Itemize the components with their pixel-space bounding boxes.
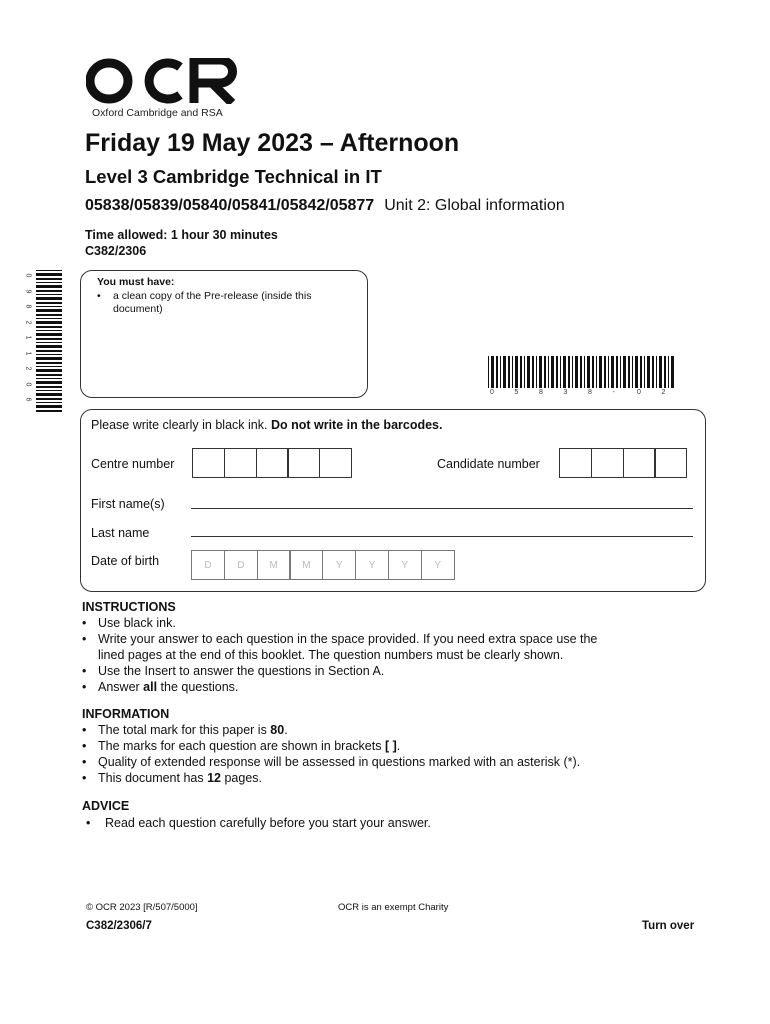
- instruction-text: lined pages at the end of this booklet. The question numbers must be clearly shown.: [98, 648, 564, 662]
- barcode-bar: [496, 356, 498, 388]
- unit-line: [85, 197, 565, 215]
- charity-notice: OCR is an exempt Charity: [338, 902, 449, 913]
- date-of-birth-cell[interactable]: Y: [322, 550, 356, 580]
- barcode-bar: [36, 333, 62, 336]
- instruction-text: Use black ink.: [98, 616, 176, 630]
- centre-number-boxes: [192, 448, 352, 478]
- information-text-start: This document has: [98, 771, 208, 785]
- candidate-number-boxes: [559, 448, 687, 478]
- bullet: •: [82, 739, 87, 753]
- barcode-digit: 2: [24, 366, 32, 371]
- barcode-bar: [548, 356, 549, 388]
- barcode-digit: 6: [24, 397, 32, 402]
- barcode-bar: [632, 356, 633, 388]
- candidate-details-box: [80, 409, 706, 592]
- instruction-bold: all: [143, 680, 158, 694]
- information-text: Quality of extended response will be assessed in questions marked with an asterisk (*).: [98, 755, 581, 769]
- main-barcode-digits: [488, 389, 674, 399]
- barcode-bar: [580, 356, 582, 388]
- qualification-codes: 05838/05839/05840/05841/05842/05877: [85, 197, 375, 214]
- barcode-bar: [36, 381, 62, 384]
- advice-item: [82, 815, 702, 831]
- bullet: •: [82, 755, 87, 769]
- candidate-number-label: Candidate number: [437, 457, 540, 471]
- barcode-bar: [584, 356, 585, 388]
- barcode-bar: [36, 318, 62, 319]
- barcode-digit: 0: [24, 382, 32, 386]
- bullet: •: [82, 632, 87, 646]
- barcode-bar: [544, 356, 546, 388]
- instructions-list: [82, 615, 702, 699]
- you-must-have-title: You must have:: [97, 276, 175, 288]
- barcode-digit: 0: [637, 389, 641, 396]
- exam-date-title: Friday 19 May 2023 – Afternoon: [85, 129, 460, 157]
- barcode-bar: [36, 270, 62, 271]
- bullet: •: [86, 816, 91, 830]
- barcode-bar: [628, 356, 630, 388]
- last-name-label: Last name: [91, 526, 150, 540]
- barcode-bar: [500, 356, 501, 388]
- barcode-bar: [36, 306, 62, 307]
- barcode-bar: [512, 356, 513, 388]
- barcode-bar: [527, 356, 530, 388]
- barcode-bar: [539, 356, 542, 388]
- centre-number-cell[interactable]: [224, 448, 257, 478]
- barcode-bar: [604, 356, 606, 388]
- advice-heading: ADVICE: [82, 799, 130, 813]
- barcode-bar: [36, 402, 62, 403]
- date-of-birth-cell[interactable]: D: [224, 550, 258, 580]
- barcode-bar: [36, 309, 62, 312]
- write-clearly-instruction: [91, 418, 442, 432]
- date-of-birth-label: Date of birth: [91, 554, 160, 568]
- logo-subtitle: Oxford Cambridge and RSA: [92, 107, 223, 119]
- barcode-bar: [575, 356, 578, 388]
- date-of-birth-cell[interactable]: Y: [388, 550, 422, 580]
- candidate-number-cell[interactable]: [591, 448, 624, 478]
- document-code: C382/2306/7: [86, 920, 152, 932]
- barcode-bar: [664, 356, 666, 388]
- centre-number-cell[interactable]: [256, 448, 289, 478]
- barcode-bar: [36, 297, 62, 300]
- information-list: [82, 722, 702, 788]
- barcode-digit: 8: [24, 304, 32, 309]
- barcode-bar: [671, 356, 674, 388]
- instruction-text: Use the Insert to answer the questions in Section A.: [98, 664, 385, 678]
- barcode-bar: [36, 302, 62, 304]
- barcode-bar: [556, 356, 558, 388]
- first-name-label: First name(s): [91, 497, 165, 511]
- candidate-number-cell[interactable]: [559, 448, 592, 478]
- barcode-bar: [36, 369, 62, 372]
- barcode-digit: 9: [24, 289, 32, 293]
- instruction-text-end: the questions.: [157, 680, 239, 694]
- barcode-bar: [551, 356, 554, 388]
- side-barcode-bars: [36, 270, 62, 412]
- barcode-bar: [659, 356, 662, 388]
- barcode-digit: 5: [514, 389, 519, 396]
- main-barcode: [488, 356, 674, 400]
- barcode-bar: [36, 350, 62, 352]
- barcode-bar: [656, 356, 657, 388]
- barcode-bar: [36, 342, 62, 343]
- information-text: [98, 738, 400, 754]
- centre-number-cell[interactable]: [287, 448, 320, 478]
- date-of-birth-cell[interactable]: D: [191, 550, 225, 580]
- bullet: •: [82, 680, 87, 694]
- barcode-bar: [488, 356, 489, 388]
- barcode-bar: [36, 374, 62, 376]
- total-mark: 80: [270, 723, 285, 737]
- centre-number-cell[interactable]: [192, 448, 225, 478]
- barcode-bar: [592, 356, 594, 388]
- barcode-bar: [36, 357, 62, 360]
- ocr-logo: [86, 58, 246, 124]
- centre-number-label: Centre number: [91, 457, 175, 471]
- information-text: [98, 770, 262, 786]
- barcode-bar: [536, 356, 537, 388]
- barcode-bar: [520, 356, 522, 388]
- instruction-text: Please write clearly in black ink.: [91, 418, 271, 432]
- side-barcode-digits: [26, 270, 34, 412]
- paper-code: C382/2306: [85, 244, 147, 258]
- barcode-bar: [36, 294, 62, 295]
- information-text: [98, 722, 288, 738]
- barcode-bar: [599, 356, 602, 388]
- barcode-digit: 0: [490, 389, 494, 396]
- date-of-birth-cell[interactable]: Y: [421, 550, 455, 580]
- candidate-number-cell[interactable]: [623, 448, 656, 478]
- page-count: 12: [207, 771, 221, 785]
- barcode-bar: [596, 356, 597, 388]
- barcode-bar: [491, 356, 494, 388]
- barcode-bar: [647, 356, 650, 388]
- barcode-bar: [36, 354, 62, 355]
- barcode-bar: [515, 356, 518, 388]
- information-heading: INFORMATION: [82, 707, 170, 721]
- advice-text: Read each question carefully before you start your answer.: [105, 816, 431, 830]
- information-text-end: pages.: [221, 771, 263, 785]
- barcode-bar: [611, 356, 614, 388]
- copyright-notice: © OCR 2023 [R/507/5000]: [86, 902, 198, 913]
- barcode-digit: 1: [24, 351, 32, 355]
- barcode-digit: -: [612, 389, 615, 396]
- barcode-bar: [36, 285, 62, 288]
- barcode-bar: [36, 410, 62, 412]
- you-must-have-box: [80, 270, 368, 398]
- main-barcode-bars: [488, 356, 674, 388]
- barcode-digit: 8: [588, 389, 592, 396]
- barcode-bar: [36, 314, 62, 316]
- centre-number-cell[interactable]: [319, 448, 352, 478]
- barcode-bar: [36, 345, 62, 348]
- barcode-bar: [568, 356, 570, 388]
- barcode-bar: [36, 378, 62, 379]
- barcode-digit: 8: [539, 389, 543, 396]
- barcode-bar: [36, 278, 62, 280]
- bullet: •: [82, 723, 87, 737]
- date-of-birth-cell[interactable]: Y: [355, 550, 389, 580]
- unit-title: Unit 2: Global information: [384, 197, 565, 214]
- instruction-text: [98, 679, 238, 695]
- barcode-bar: [620, 356, 621, 388]
- barcode-bar: [36, 405, 62, 408]
- barcode-digit: 3: [563, 389, 568, 396]
- barcode-bar: [36, 362, 62, 364]
- barcode-bar: [36, 282, 62, 283]
- barcode-bar: [36, 326, 62, 328]
- barcode-bar: [524, 356, 525, 388]
- date-of-birth-cell[interactable]: M: [257, 550, 291, 580]
- barcode-bar: [587, 356, 590, 388]
- barcode-bar: [508, 356, 510, 388]
- barcode-bar: [640, 356, 642, 388]
- barcode-bar: [644, 356, 645, 388]
- barcode-digit: 2: [661, 389, 666, 396]
- bullet: •: [82, 771, 87, 785]
- barcode-bar: [36, 386, 62, 388]
- barcode-digit: 2: [24, 320, 32, 324]
- information-text-end: .: [396, 739, 401, 753]
- brackets-symbol: [ ]: [384, 739, 397, 753]
- barcode-bar: [623, 356, 626, 388]
- instruction-bold-text: Do not write in the barcodes.: [270, 418, 443, 432]
- first-name-line[interactable]: [191, 508, 693, 509]
- barcode-bar: [36, 273, 62, 276]
- date-of-birth-boxes: [191, 550, 455, 580]
- instruction-text-start: Answer: [98, 680, 144, 694]
- barcode-bar: [563, 356, 566, 388]
- time-allowed: Time allowed: 1 hour 30 minutes: [85, 228, 278, 242]
- barcode-bar: [616, 356, 618, 388]
- barcode-bar: [36, 338, 62, 340]
- information-text-start: The marks for each question are shown in brackets: [98, 739, 385, 753]
- bullet: •: [82, 616, 87, 630]
- qualification-title: Level 3 Cambridge Technical in IT: [85, 166, 382, 187]
- barcode-bar: [652, 356, 654, 388]
- barcode-bar: [532, 356, 534, 388]
- date-of-birth-cell[interactable]: M: [289, 550, 323, 580]
- information-text-end: .: [284, 723, 288, 737]
- you-must-have-item-text: a clean copy of the Pre-release (inside this document): [113, 290, 312, 315]
- bullet: •: [82, 664, 87, 678]
- instructions-heading: INSTRUCTIONS: [82, 600, 176, 614]
- barcode-bar: [36, 390, 62, 391]
- barcode-bar: [36, 290, 62, 292]
- barcode-digit: 0: [24, 273, 32, 278]
- barcode-bar: [503, 356, 506, 388]
- barcode-bar: [608, 356, 609, 388]
- barcode-digit: 1: [24, 335, 32, 340]
- last-name-line[interactable]: [191, 536, 693, 537]
- barcode-bar: [36, 330, 62, 331]
- barcode-bar: [36, 321, 62, 324]
- candidate-number-cell[interactable]: [654, 448, 687, 478]
- information-text-start: The total mark for this paper is: [98, 723, 271, 737]
- barcode-bar: [36, 366, 62, 367]
- barcode-bar: [560, 356, 561, 388]
- turn-over-label: Turn over: [642, 920, 695, 932]
- barcode-bar: [572, 356, 573, 388]
- instruction-text: Write your answer to each question in the space provided. If you need extra space use the: [98, 632, 598, 646]
- bullet: •: [97, 290, 101, 302]
- barcode-bar: [635, 356, 638, 388]
- barcode-bar: [36, 393, 62, 396]
- barcode-bar: [668, 356, 669, 388]
- barcode-bar: [36, 398, 62, 400]
- side-barcode: [26, 270, 64, 412]
- ocr-logo-mark: [86, 58, 244, 104]
